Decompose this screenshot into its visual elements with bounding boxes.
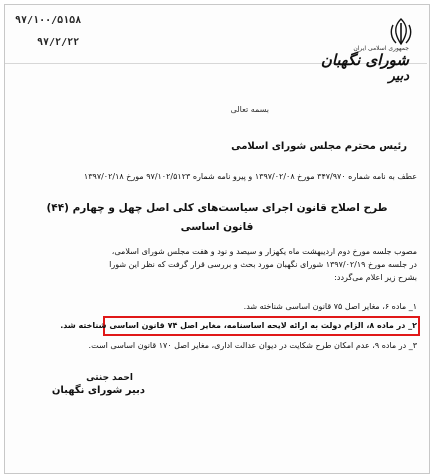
signatory-name: احمد جنتی	[86, 373, 133, 383]
org-name: شورای نگهبان	[320, 51, 409, 69]
letterhead	[319, 45, 409, 84]
org-small-label: جمهوری اسلامی ایران	[353, 45, 409, 52]
ruling-item-3: ۳_ در ماده ۹، عدم امکان طرح شکایت در دیوان عدالت اداری، مغایر اصل ۱۷۰ قانون اساسی است.	[88, 341, 417, 350]
document-title: طرح اصلاح قانون اجرای سیاست‌های کلی اصل چهل و چهارم (۴۴)	[46, 202, 388, 214]
letter-page	[4, 4, 430, 474]
iran-emblem-icon	[387, 17, 415, 47]
paragraph-line: بشرح زیر اعلام می‌گردد:	[334, 273, 417, 282]
reference-line: عطف به نامه شماره ۳۴۷/۹۷۰ مورخ ۱۳۹۷/۰۲/۰۸ و پیرو نامه شماره ۹۷/۱۰۲/۵۱۲۳ مورخ ۱۳۹۷/۰۲/۱۸	[83, 172, 417, 181]
document-subtitle: قانون اساسی	[180, 221, 254, 233]
reference-block	[11, 13, 107, 57]
ruling-item-1: ۱_ ماده ۶، مغایر اصل ۷۵ قانون اساسی شناخته شد.	[243, 302, 417, 311]
org-sub-title: دبیر	[388, 69, 409, 84]
ruling-item-2: ۲_ در ماده ۸، الزام دولت به ارائه لایحه اساسنامه، مغایر اصل ۷۴ قانون اساسی شناخته شد.	[60, 321, 417, 330]
paragraph-line: در جلسه مورخ ۱۳۹۷/۰۲/۱۹ شورای نگهبان مورد بحث و بررسی قرار گرفت که نظر این شورا	[109, 260, 417, 269]
body-paragraph	[17, 245, 417, 284]
recipient: رئیس محترم مجلس شورای اسلامی	[231, 141, 407, 152]
invocation: بسمه تعالی	[230, 105, 269, 114]
signatory-title: دبیر شورای نگهبان	[51, 385, 145, 396]
reference-number: ۹۷/۱۰۰/۵۱۵۸	[15, 15, 82, 26]
reference-date: ۹۷/۲/۲۲	[37, 37, 80, 48]
paragraph-line: مصوب جلسه مورخ دوم اردیبهشت ماه یکهزار و سیصد و نود و هفت مجلس شورای اسلامی،	[111, 247, 417, 256]
